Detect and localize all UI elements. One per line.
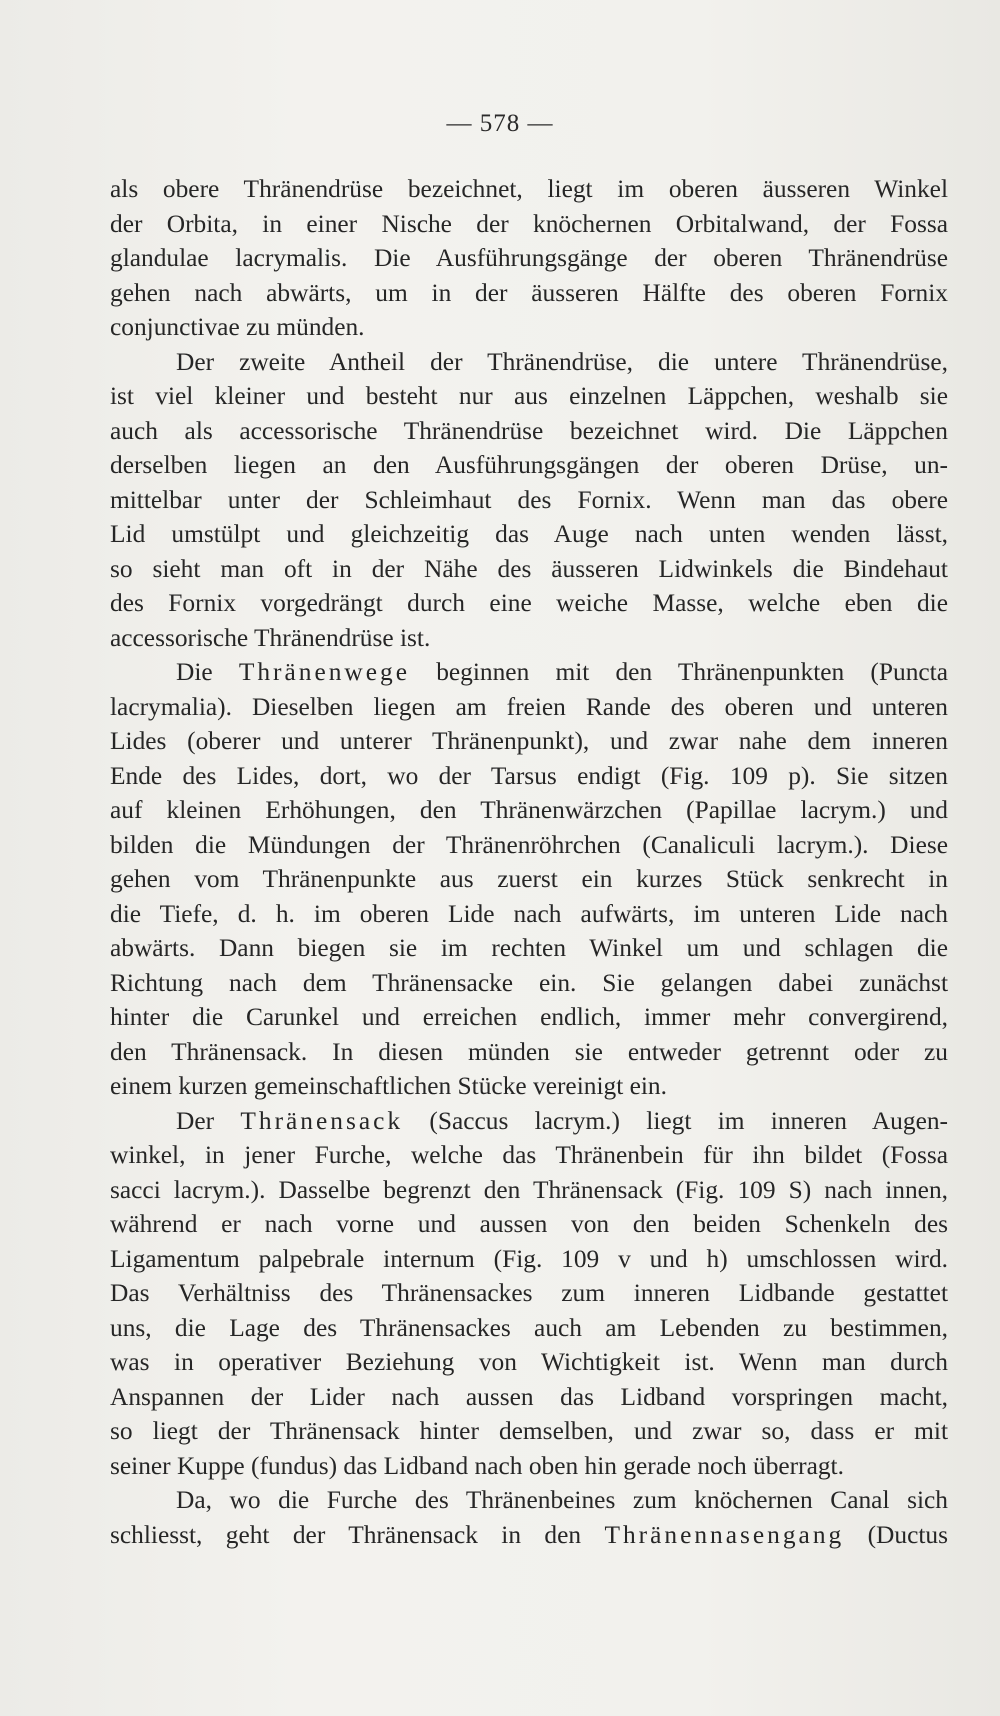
text-line: Ligamentum palpebrale internum (Fig. 109 v und h) umschlossen wird.: [110, 1244, 948, 1273]
spaced-term: Thränenwege: [238, 658, 411, 686]
text-line: abwärts. Dann biegen sie im rechten Winkel um und schlagen die: [110, 934, 948, 962]
text-line: die Tiefe, d. h. im oberen Lide nach aufwärts, im unteren Lide nach: [110, 899, 948, 928]
text-line: Lides (oberer und unterer Thränenpunkt), und zwar nahe dem inneren: [110, 727, 948, 755]
text-line: lacrymalia). Dieselben liegen am freien Rande des oberen und unteren: [110, 692, 948, 721]
text-line: hinter die Carunkel und erreichen endlich, immer mehr convergirend,: [110, 1003, 948, 1031]
text-line: gehen vom Thränenpunkte aus zuerst ein kurzes Stück senkrecht in: [110, 865, 948, 893]
text-line: auf kleinen Erhöhungen, den Thränenwärzchen (Papillae lacrym.) und: [110, 796, 948, 824]
text-line: ist viel kleiner und besteht nur aus einzelnen Läppchen, weshalb sie: [110, 382, 948, 410]
text-line: Anspannen der Lider nach aussen das Lidband vorspringen macht,: [110, 1382, 948, 1411]
text-line: [110, 1518, 948, 1553]
text-line: Ende des Lides, dort, wo der Tarsus endigt (Fig. 109 p). Sie sitzen: [110, 761, 948, 790]
text-line: Da, wo die Furche des Thränenbeines zum knöchernen Canal sich: [176, 1486, 948, 1514]
text-line: auch als accessorische Thränendrüse bezeichnet wird. Die Läppchen: [110, 416, 948, 445]
text-line: gehen nach abwärts, um in der äusseren Hälfte des oberen Fornix: [110, 278, 948, 307]
text-line: mittelbar unter der Schleimhaut des Fornix. Wenn man das obere: [110, 485, 948, 514]
text-line: seiner Kuppe (fundus) das Lidband nach oben hin gerade noch überragt.: [110, 1451, 844, 1480]
text-line: einem kurzen gemeinschaftlichen Stücke vereinigt ein.: [110, 1072, 667, 1100]
text-line: accessorische Thränendrüse ist.: [110, 623, 431, 652]
text-line: bilden die Mündungen der Thränenröhrchen (Canaliculi lacrym.). Diese: [110, 830, 948, 859]
text-line: während er nach vorne und aussen von den beiden Schenkeln des: [110, 1210, 948, 1238]
text-line: Der zweite Antheil der Thränendrüse, die untere Thränendrüse,: [176, 347, 948, 376]
text-line: Richtung nach dem Thränensacke ein. Sie gelangen dabei zunächst: [110, 968, 948, 997]
spaced-term: Thränennasengang: [604, 1520, 845, 1549]
text-segment: Der: [176, 1106, 241, 1135]
text-line: Lid umstülpt und gleichzeitig das Auge nach unten wenden lässt,: [110, 520, 948, 548]
text-segment: (Saccus lacrym.) liegt im inneren Augen-: [403, 1106, 948, 1135]
page-number: — 578 —: [446, 110, 554, 137]
body-text: [110, 172, 948, 1552]
text-line: als obere Thränendrüse bezeichnet, liegt im oberen äusseren Winkel: [110, 175, 948, 203]
text-segment: schliesst, geht der Thränensack in den: [110, 1520, 605, 1549]
text-line: den Thränensack. In diesen münden sie entweder getrennt oder zu: [110, 1037, 948, 1066]
text-line: winkel, in jener Furche, welche das Thränenbein für ihn bildet (Fossa: [110, 1141, 948, 1169]
text-line: [110, 655, 948, 690]
text-segment: (Ductus: [844, 1520, 948, 1549]
text-line: derselben liegen an den Ausführungsgängen der oberen Drüse, un-: [110, 451, 948, 479]
text-line: was in operativer Beziehung von Wichtigkeit ist. Wenn man durch: [110, 1348, 948, 1376]
text-line: [110, 1104, 948, 1139]
text-line: des Fornix vorgedrängt durch eine weiche Masse, welche eben die: [110, 589, 948, 617]
spaced-term: Thränensack: [240, 1106, 404, 1135]
text-line: conjunctivae zu münden.: [110, 313, 365, 341]
text-line: der Orbita, in einer Nische der knöchernen Orbitalwand, der Fossa: [110, 209, 948, 238]
text-line: so sieht man oft in der Nähe des äusseren Lidwinkels die Bindehaut: [110, 554, 948, 583]
text-segment: Die: [176, 658, 239, 686]
text-line: uns, die Lage des Thränensackes auch am Lebenden zu bestimmen,: [110, 1313, 948, 1342]
text-line: sacci lacrym.). Dasselbe begrenzt den Thränensack (Fig. 109 S) nach innen,: [110, 1175, 948, 1204]
text-line: so liegt der Thränensack hinter demselben, und zwar so, dass er mit: [110, 1417, 948, 1445]
text-line: Das Verhältniss des Thränensackes zum inneren Lidbande gestattet: [110, 1279, 948, 1307]
text-segment: beginnen mit den Thränenpunkten (Puncta: [410, 658, 948, 686]
text-line: glandulae lacrymalis. Die Ausführungsgänge der oberen Thränendrüse: [110, 244, 948, 272]
